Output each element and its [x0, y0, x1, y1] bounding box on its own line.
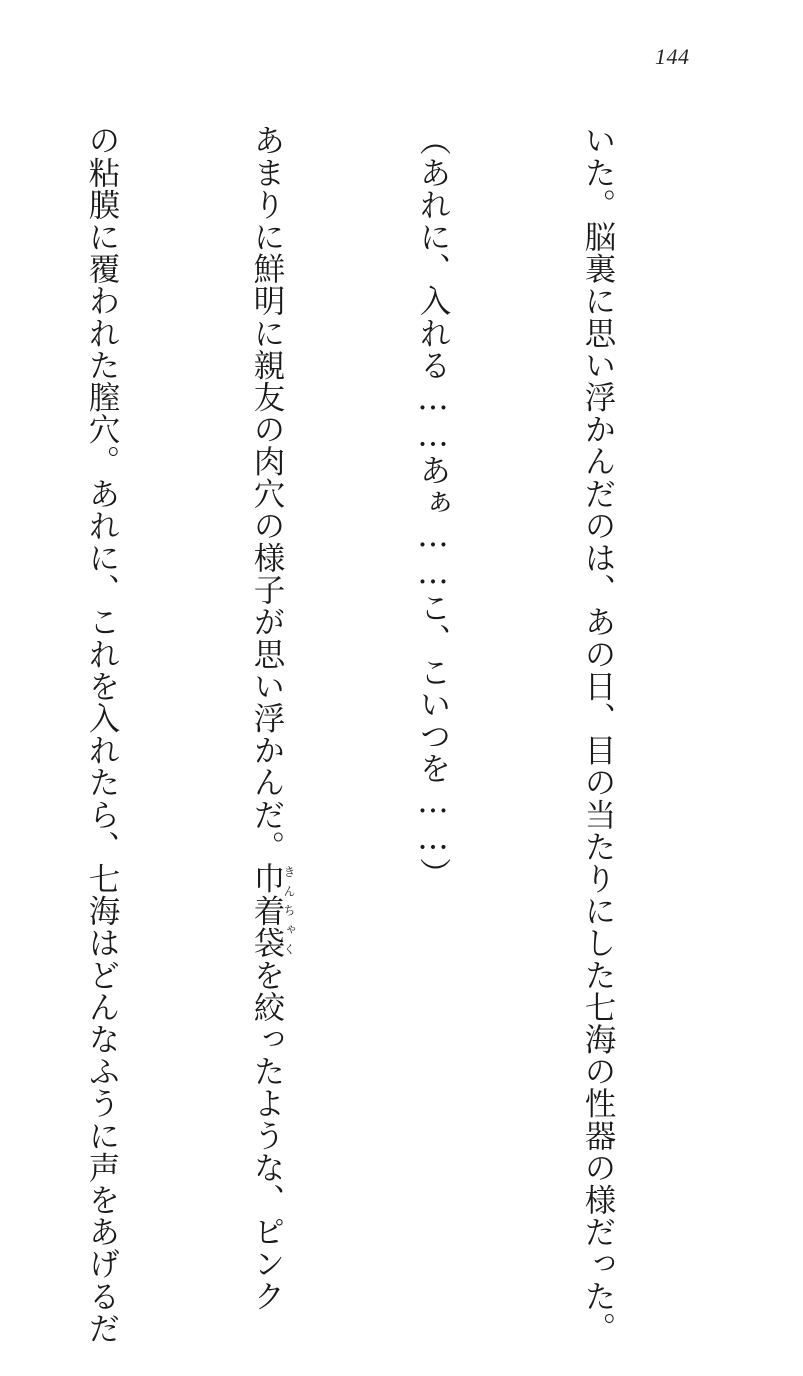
furigana-kinchaku [249, 862, 296, 959]
body-text [0, 124, 735, 1344]
page-number: 144 [655, 44, 690, 69]
furigana-reading: きんちゃく [282, 862, 296, 959]
text-line-1: いた。脳裏に思い浮かんだのは、あの日、目の当たりにした七海の性器の様だった。 [580, 124, 616, 1344]
text-line-3: あまりに鮮明に親友の肉穴の様子が思い浮かんだ。巾着袋きんちゃくを絞ったような、ピンク [249, 124, 296, 1312]
text-line-4: の粘膜に覆われた膣穴。あれに、これを入れたら、七海はどんなふうに声をあげるだ [84, 124, 120, 1344]
furigana-base: 巾着袋 [249, 862, 285, 959]
text-line-2: （あれに、入れる……あぁ……こ、こいつを……） [415, 124, 451, 890]
